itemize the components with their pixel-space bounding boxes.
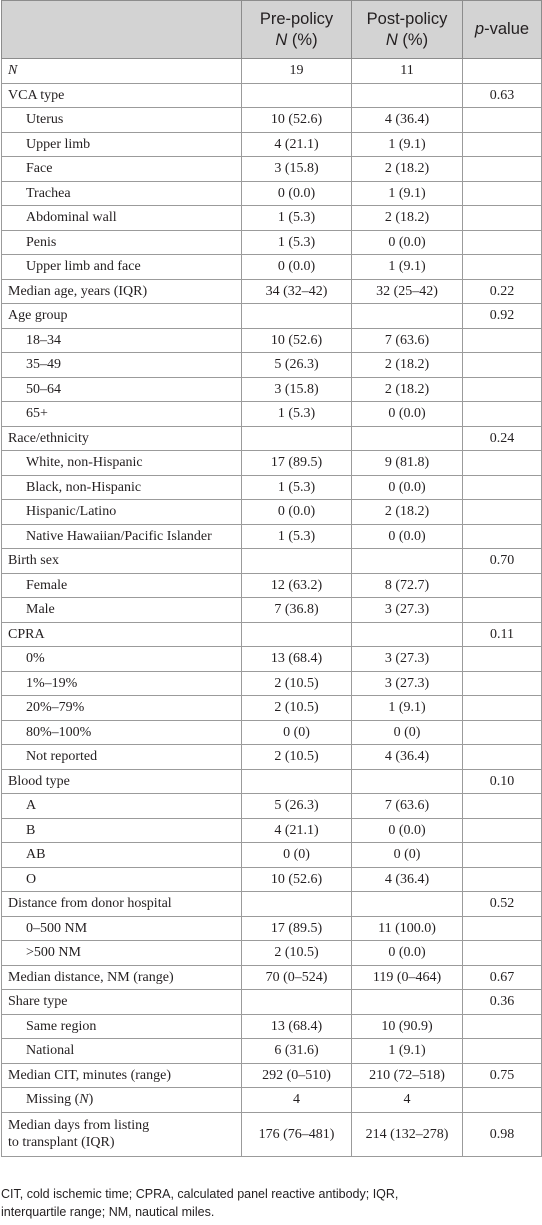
p-value xyxy=(463,867,542,892)
table-row xyxy=(2,867,542,892)
header-post-policy-pct: (%) xyxy=(397,30,429,49)
row-label-text: >500 NM xyxy=(26,945,81,961)
pre-policy-value: 292 (0–510) xyxy=(242,1063,352,1088)
p-value xyxy=(463,1088,542,1113)
p-value xyxy=(463,696,542,721)
p-value xyxy=(463,108,542,133)
table-row xyxy=(2,1063,542,1088)
row-label-text: 0% xyxy=(26,651,45,667)
row-label xyxy=(2,230,242,255)
p-value xyxy=(463,328,542,353)
table-row xyxy=(2,1112,542,1156)
pre-policy-value: 3 (15.8) xyxy=(242,377,352,402)
p-value xyxy=(463,132,542,157)
post-policy-value xyxy=(352,83,463,108)
row-label-text: 18–34 xyxy=(26,332,61,348)
row-label xyxy=(2,794,242,819)
p-value xyxy=(463,598,542,623)
row-label-text: Age group xyxy=(8,308,68,324)
pre-policy-value xyxy=(242,892,352,917)
table-row xyxy=(2,230,542,255)
table-row xyxy=(2,206,542,231)
row-label-text: Abdominal wall xyxy=(26,210,117,226)
row-label-text: VCA type xyxy=(8,87,65,103)
p-value xyxy=(463,206,542,231)
pre-policy-value: 10 (52.6) xyxy=(242,867,352,892)
table-row xyxy=(2,549,542,574)
p-value: 0.11 xyxy=(463,622,542,647)
row-label-part: ) xyxy=(88,1092,94,1108)
table-row xyxy=(2,132,542,157)
row-label xyxy=(2,108,242,133)
post-policy-value: 4 xyxy=(352,1088,463,1113)
post-policy-value: 3 (27.3) xyxy=(352,647,463,672)
table-row xyxy=(2,1014,542,1039)
table-row xyxy=(2,916,542,941)
row-label-part: Missing ( xyxy=(26,1092,80,1108)
row-label xyxy=(2,720,242,745)
pre-policy-value: 17 (89.5) xyxy=(242,916,352,941)
pre-policy-value: 10 (52.6) xyxy=(242,328,352,353)
row-label xyxy=(2,304,242,329)
post-policy-value: 0 (0.0) xyxy=(352,475,463,500)
table-row xyxy=(2,108,542,133)
row-label xyxy=(2,279,242,304)
footnote-line-2: interquartile range; NM, nautical miles. xyxy=(1,1205,215,1219)
post-policy-value: 3 (27.3) xyxy=(352,598,463,623)
table-row xyxy=(2,255,542,280)
post-policy-value: 32 (25–42) xyxy=(352,279,463,304)
header-pre-policy-n: N xyxy=(275,30,288,49)
table-row xyxy=(2,402,542,427)
table-row xyxy=(2,696,542,721)
pre-policy-value: 0 (0) xyxy=(242,720,352,745)
row-label xyxy=(2,181,242,206)
row-label xyxy=(2,353,242,378)
table-row xyxy=(2,426,542,451)
p-value xyxy=(463,402,542,427)
post-policy-value: 11 (100.0) xyxy=(352,916,463,941)
pre-policy-value: 2 (10.5) xyxy=(242,696,352,721)
pre-policy-value: 4 (21.1) xyxy=(242,818,352,843)
post-policy-value: 10 (90.9) xyxy=(352,1014,463,1039)
row-label-text: 80%–100% xyxy=(26,724,92,740)
table-row xyxy=(2,279,542,304)
table-row xyxy=(2,451,542,476)
cohort-characteristics-table xyxy=(1,0,542,1157)
row-label-text: O xyxy=(26,871,37,887)
pre-policy-value: 0 (0.0) xyxy=(242,255,352,280)
footnote-line-1: CIT, cold ischemic time; CPRA, calculated panel reactive antibody; IQR, xyxy=(1,1187,399,1201)
row-label xyxy=(2,451,242,476)
post-policy-value: 1 (9.1) xyxy=(352,255,463,280)
pre-policy-value: 0 (0) xyxy=(242,843,352,868)
post-policy-value: 2 (18.2) xyxy=(352,500,463,525)
p-value: 0.70 xyxy=(463,549,542,574)
post-policy-value: 1 (9.1) xyxy=(352,1039,463,1064)
table-row xyxy=(2,524,542,549)
post-policy-value xyxy=(352,769,463,794)
row-label xyxy=(2,941,242,966)
pre-policy-value: 34 (32–42) xyxy=(242,279,352,304)
p-value: 0.52 xyxy=(463,892,542,917)
pre-policy-value xyxy=(242,304,352,329)
table-row xyxy=(2,475,542,500)
row-label-text: AB xyxy=(26,847,46,863)
row-label-text: Male xyxy=(26,602,55,618)
pre-policy-value: 19 xyxy=(242,59,352,84)
row-label-text: Blood type xyxy=(8,773,70,789)
pre-policy-value: 10 (52.6) xyxy=(242,108,352,133)
row-label-text: Native Hawaiian/Pacific Islander xyxy=(26,528,212,544)
pre-policy-value: 5 (26.3) xyxy=(242,353,352,378)
post-policy-value: 0 (0) xyxy=(352,720,463,745)
pre-policy-value: 0 (0.0) xyxy=(242,500,352,525)
row-label xyxy=(2,1112,242,1156)
row-label-text: 1%–19% xyxy=(26,675,78,691)
p-value xyxy=(463,671,542,696)
pre-policy-value xyxy=(242,426,352,451)
p-value xyxy=(463,1014,542,1039)
header-empty-cell xyxy=(2,1,242,59)
row-label-text: 50–64 xyxy=(26,381,61,397)
row-label xyxy=(2,867,242,892)
row-label-text: Birth sex xyxy=(8,553,59,569)
table-row xyxy=(2,990,542,1015)
row-label xyxy=(2,696,242,721)
row-label xyxy=(2,622,242,647)
header-pre-policy-title: Pre-policy xyxy=(259,9,334,28)
pre-policy-value: 3 (15.8) xyxy=(242,157,352,182)
p-value xyxy=(463,475,542,500)
row-label xyxy=(2,965,242,990)
post-policy-value: 9 (81.8) xyxy=(352,451,463,476)
row-label xyxy=(2,1063,242,1088)
pre-policy-value: 1 (5.3) xyxy=(242,475,352,500)
row-label-line-2: to transplant (IQR) xyxy=(8,1135,115,1150)
row-label-text: Share type xyxy=(8,994,68,1010)
post-policy-value: 0 (0) xyxy=(352,843,463,868)
post-policy-value: 4 (36.4) xyxy=(352,867,463,892)
row-label-part: N xyxy=(79,1092,89,1108)
pre-policy-value: 17 (89.5) xyxy=(242,451,352,476)
header-post-policy-n: N xyxy=(385,30,398,49)
row-label xyxy=(2,573,242,598)
p-value xyxy=(463,745,542,770)
row-label xyxy=(2,843,242,868)
table-body xyxy=(2,59,542,1157)
post-policy-value: 4 (36.4) xyxy=(352,108,463,133)
pre-policy-value: 2 (10.5) xyxy=(242,671,352,696)
post-policy-value: 2 (18.2) xyxy=(352,206,463,231)
post-policy-value: 0 (0.0) xyxy=(352,941,463,966)
post-policy-value: 8 (72.7) xyxy=(352,573,463,598)
row-label-line-1: Median days from listing xyxy=(8,1118,150,1133)
pre-policy-value: 13 (68.4) xyxy=(242,647,352,672)
pre-policy-value: 0 (0.0) xyxy=(242,181,352,206)
table-row xyxy=(2,83,542,108)
row-label xyxy=(2,916,242,941)
row-label-text: Black, non-Hispanic xyxy=(26,479,142,495)
post-policy-value: 0 (0.0) xyxy=(352,818,463,843)
p-value: 0.10 xyxy=(463,769,542,794)
table-footnote xyxy=(1,1185,541,1221)
row-label xyxy=(2,132,242,157)
row-label-text: Penis xyxy=(26,234,57,250)
p-value xyxy=(463,451,542,476)
pre-policy-value: 1 (5.3) xyxy=(242,524,352,549)
p-value: 0.67 xyxy=(463,965,542,990)
pre-policy-value: 4 (21.1) xyxy=(242,132,352,157)
post-policy-value: 0 (0.0) xyxy=(352,230,463,255)
row-label-text: Not reported xyxy=(26,749,98,765)
pre-policy-value: 13 (68.4) xyxy=(242,1014,352,1039)
row-label-text: Median CIT, minutes (range) xyxy=(8,1067,172,1083)
post-policy-value: 1 (9.1) xyxy=(352,181,463,206)
row-label-text: Face xyxy=(26,161,53,177)
post-policy-value xyxy=(352,549,463,574)
table-row xyxy=(2,720,542,745)
post-policy-value xyxy=(352,892,463,917)
table-row xyxy=(2,500,542,525)
pre-policy-value: 6 (31.6) xyxy=(242,1039,352,1064)
row-label xyxy=(2,990,242,1015)
table-row xyxy=(2,794,542,819)
row-label xyxy=(2,524,242,549)
row-label-text: 20%–79% xyxy=(26,700,85,716)
row-label-text: Female xyxy=(26,577,68,593)
row-label xyxy=(2,500,242,525)
post-policy-value: 2 (18.2) xyxy=(352,157,463,182)
header-pre-policy-pct: (%) xyxy=(287,30,318,49)
row-label-text: Median distance, NM (range) xyxy=(8,969,174,985)
table-row xyxy=(2,965,542,990)
p-value: 0.24 xyxy=(463,426,542,451)
row-label xyxy=(2,475,242,500)
table-row xyxy=(2,59,542,84)
pre-policy-value: 7 (36.8) xyxy=(242,598,352,623)
header-p-value xyxy=(463,1,542,59)
row-label xyxy=(2,59,242,84)
row-label xyxy=(2,377,242,402)
row-label xyxy=(2,206,242,231)
row-label-text: 0–500 NM xyxy=(26,920,88,936)
p-value xyxy=(463,181,542,206)
post-policy-value xyxy=(352,426,463,451)
p-value: 0.92 xyxy=(463,304,542,329)
p-value xyxy=(463,647,542,672)
pre-policy-value xyxy=(242,622,352,647)
table-header xyxy=(2,1,542,59)
p-value xyxy=(463,255,542,280)
row-label xyxy=(2,647,242,672)
row-label xyxy=(2,671,242,696)
table-row xyxy=(2,598,542,623)
row-label-text: Same region xyxy=(26,1018,97,1034)
table-row xyxy=(2,818,542,843)
table-row xyxy=(2,304,542,329)
pre-policy-value: 70 (0–524) xyxy=(242,965,352,990)
header-pre-policy xyxy=(242,1,352,59)
post-policy-value: 3 (27.3) xyxy=(352,671,463,696)
post-policy-value xyxy=(352,990,463,1015)
row-label xyxy=(2,157,242,182)
row-label xyxy=(2,83,242,108)
row-label-text: Upper limb xyxy=(26,136,91,152)
post-policy-value: 4 (36.4) xyxy=(352,745,463,770)
row-label xyxy=(2,892,242,917)
row-label xyxy=(2,598,242,623)
table-row xyxy=(2,769,542,794)
p-value: 0.22 xyxy=(463,279,542,304)
row-label-text: 35–49 xyxy=(26,357,61,373)
table-row xyxy=(2,622,542,647)
pre-policy-value: 1 (5.3) xyxy=(242,206,352,231)
table-row xyxy=(2,671,542,696)
row-label-text: Median age, years (IQR) xyxy=(8,283,148,299)
header-row xyxy=(2,1,542,59)
row-label-text: CPRA xyxy=(8,626,45,642)
p-value xyxy=(463,157,542,182)
row-label xyxy=(2,745,242,770)
pre-policy-value: 1 (5.3) xyxy=(242,402,352,427)
p-value: 0.75 xyxy=(463,1063,542,1088)
pre-policy-value: 2 (10.5) xyxy=(242,941,352,966)
row-label xyxy=(2,769,242,794)
pre-policy-value: 5 (26.3) xyxy=(242,794,352,819)
post-policy-value: 7 (63.6) xyxy=(352,794,463,819)
post-policy-value: 0 (0.0) xyxy=(352,402,463,427)
p-value: 0.36 xyxy=(463,990,542,1015)
p-value xyxy=(463,573,542,598)
row-label xyxy=(2,1039,242,1064)
row-label-text: Upper limb and face xyxy=(26,259,141,275)
post-policy-value: 214 (132–278) xyxy=(352,1112,463,1156)
post-policy-value xyxy=(352,304,463,329)
row-label-text: Hispanic/Latino xyxy=(26,504,117,520)
pre-policy-value: 176 (76–481) xyxy=(242,1112,352,1156)
header-post-policy-title: Post-policy xyxy=(366,9,448,28)
p-value xyxy=(463,500,542,525)
p-value xyxy=(463,230,542,255)
table-row xyxy=(2,745,542,770)
row-label-text: N xyxy=(8,63,18,79)
post-policy-value: 1 (9.1) xyxy=(352,132,463,157)
pre-policy-value: 4 xyxy=(242,1088,352,1113)
pre-policy-value xyxy=(242,83,352,108)
pre-policy-value: 12 (63.2) xyxy=(242,573,352,598)
row-label xyxy=(2,328,242,353)
p-value: 0.98 xyxy=(463,1112,542,1156)
row-label-text: Uterus xyxy=(26,112,64,128)
row-label-text: Race/ethnicity xyxy=(8,430,89,446)
pre-policy-value xyxy=(242,990,352,1015)
table-row xyxy=(2,1088,542,1113)
table-row xyxy=(2,181,542,206)
row-label-text: White, non-Hispanic xyxy=(26,455,143,471)
p-value xyxy=(463,353,542,378)
table-row xyxy=(2,573,542,598)
header-p-rest: -value xyxy=(484,20,530,38)
row-label-text: 65+ xyxy=(26,406,48,422)
p-value xyxy=(463,941,542,966)
row-label xyxy=(2,255,242,280)
p-value xyxy=(463,524,542,549)
row-label-text: Distance from donor hospital xyxy=(8,896,172,912)
post-policy-value: 210 (72–518) xyxy=(352,1063,463,1088)
table-row xyxy=(2,328,542,353)
table-row xyxy=(2,353,542,378)
table-row xyxy=(2,1039,542,1064)
pre-policy-value: 1 (5.3) xyxy=(242,230,352,255)
table-row xyxy=(2,157,542,182)
p-value xyxy=(463,377,542,402)
pre-policy-value: 2 (10.5) xyxy=(242,745,352,770)
row-label-text: Trachea xyxy=(26,185,71,201)
row-label xyxy=(2,1014,242,1039)
post-policy-value: 0 (0.0) xyxy=(352,524,463,549)
p-value xyxy=(463,59,542,84)
table-row xyxy=(2,892,542,917)
p-value xyxy=(463,1039,542,1064)
p-value xyxy=(463,720,542,745)
table-row xyxy=(2,377,542,402)
pre-policy-value xyxy=(242,549,352,574)
row-label xyxy=(2,426,242,451)
p-value: 0.63 xyxy=(463,83,542,108)
row-label-text: National xyxy=(26,1043,75,1059)
row-label xyxy=(2,402,242,427)
row-label-text: B xyxy=(26,822,36,838)
post-policy-value: 2 (18.2) xyxy=(352,377,463,402)
table-row xyxy=(2,647,542,672)
post-policy-value: 1 (9.1) xyxy=(352,696,463,721)
row-label-text: A xyxy=(26,798,37,814)
header-p-italic: p xyxy=(474,20,485,38)
post-policy-value: 2 (18.2) xyxy=(352,353,463,378)
post-policy-value xyxy=(352,622,463,647)
header-post-policy xyxy=(352,1,463,59)
pre-policy-value xyxy=(242,769,352,794)
row-label xyxy=(2,818,242,843)
post-policy-value: 11 xyxy=(352,59,463,84)
p-value xyxy=(463,916,542,941)
row-label xyxy=(2,549,242,574)
p-value xyxy=(463,794,542,819)
p-value xyxy=(463,818,542,843)
p-value xyxy=(463,843,542,868)
post-policy-value: 7 (63.6) xyxy=(352,328,463,353)
post-policy-value: 119 (0–464) xyxy=(352,965,463,990)
table-row xyxy=(2,843,542,868)
table-row xyxy=(2,941,542,966)
row-label xyxy=(2,1088,242,1113)
